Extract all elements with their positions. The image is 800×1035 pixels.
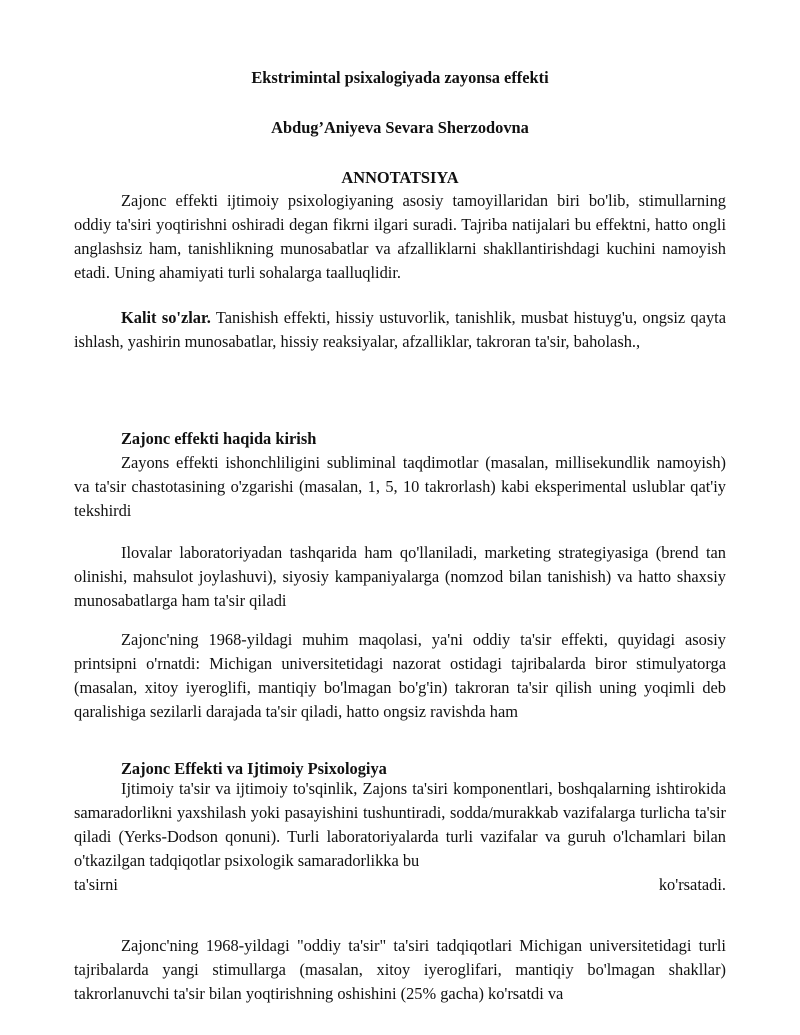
- keywords-label: Kalit so'zlar.: [121, 308, 211, 327]
- intro-paragraph-1: Zayons effekti ishonchliligini subliminal taqdimotlar (masalan, millisekundlik namoyish) va ta'sir chastotasining o'zgarishi (masalan, 1, 5, 10 takrorlash) kabi eksperimental uslublar qat'iy tekshirdi: [74, 453, 726, 520]
- intro-paragraph-3: Zajonc'ning 1968-yildagi muhim maqolasi, ya'ni oddiy ta'sir effekti, quyidagi asosiy printsipni o'rnatdi: Michigan universitetidagi nazorat ostidagi tajribalarda biror stimulyatorga (masalan, xitoy iyeroglifi, mantiqiy bo'lmagan bo'g'in) takroran ta'sir qilish uning yoqimli deb qaralishiga sezilarli darajada ta'sir qiladi, hatto ongsiz ravishda ham: [74, 630, 726, 721]
- author-name: Abdug’Aniyeva Sevara Sherzodovna: [271, 118, 529, 137]
- annotation-heading: ANNOTATSIYA: [341, 168, 459, 187]
- section-heading-intro: Zajonc effekti haqida kirish: [121, 429, 317, 448]
- intro-paragraph-2: Ilovalar laboratoriyadan tashqarida ham qo'llaniladi, marketing strategiyasiga (brend tan olinishi, mahsulot joylashuvi), siyosiy kampaniyalarga (nomzod bilan tanishish) va hatto shaxsiy munosabatlarga ham ta'sir qiladi: [74, 543, 726, 610]
- social-paragraph-1: Ijtimoiy ta'sir va ijtimoiy to'sqinlik, Zajons ta'siri komponentlari, boshqalarning ishtirokida samaradorlikni yaxshilash yoki pasayishini tushuntiradi, sodda/murakkab vazifalarga turlicha ta'sir qiladi (Yerks-Dodson qonuni). Turli laboratoriyalarda turli vazifalar va guruh o'lchamlari bilan o'tkazilgan tadqiqotlar psixologik samaradorlikka bu: [74, 779, 726, 870]
- section-heading-social-psychology: Zajonc Effekti va Ijtimoiy Psixologiya: [121, 759, 387, 778]
- keywords-text: Tanishish effekti, hissiy ustuvorlik, tanishlik, musbat histuyg'u, ongsiz qayta ishlash, yashirin munosabatlar, hissiy reaksiyalar, afzalliklar, takroran ta'sir, baholash.,: [74, 308, 726, 351]
- social-paragraph-2: Zajonc'ning 1968-yildagi "oddiy ta'sir" ta'siri tadqiqotlari Michigan universitetidagi turli tajribalarda yangi stimullarga (masalan, xitoy iyeroglifari, mantiqiy bo'lmagan shakllar) takrorlanuvchi ta'sir bilan yoqtirishning oshishini (25% gacha) ko'rsatdi va: [74, 936, 726, 1003]
- social-paragraph-1-last-line: [74, 873, 726, 897]
- annotation-text: Zajonc effekti ijtimoiy psixologiyaning asosiy tamoyillaridan biri bo'lib, stimullarning oddiy ta'siri yoqtirishni oshiradi degan fikrni ilgari suradi. Tajriba natijalari bu effektni, hatto ongli anglashsiz ham, tanishlikning munosabatlar va afzalliklarni shakllantirishdagi kuchini namoyish etadi. Uning ahamiyati turli sohalarga taalluqlidir.: [74, 191, 726, 282]
- keywords-paragraph: [74, 306, 726, 354]
- last-line-left: ta'sirni: [74, 875, 118, 894]
- last-line-right: ko'rsatadi.: [658, 875, 726, 894]
- document-title: Ekstrimintal psixalogiyada zayonsa effekti: [251, 68, 549, 87]
